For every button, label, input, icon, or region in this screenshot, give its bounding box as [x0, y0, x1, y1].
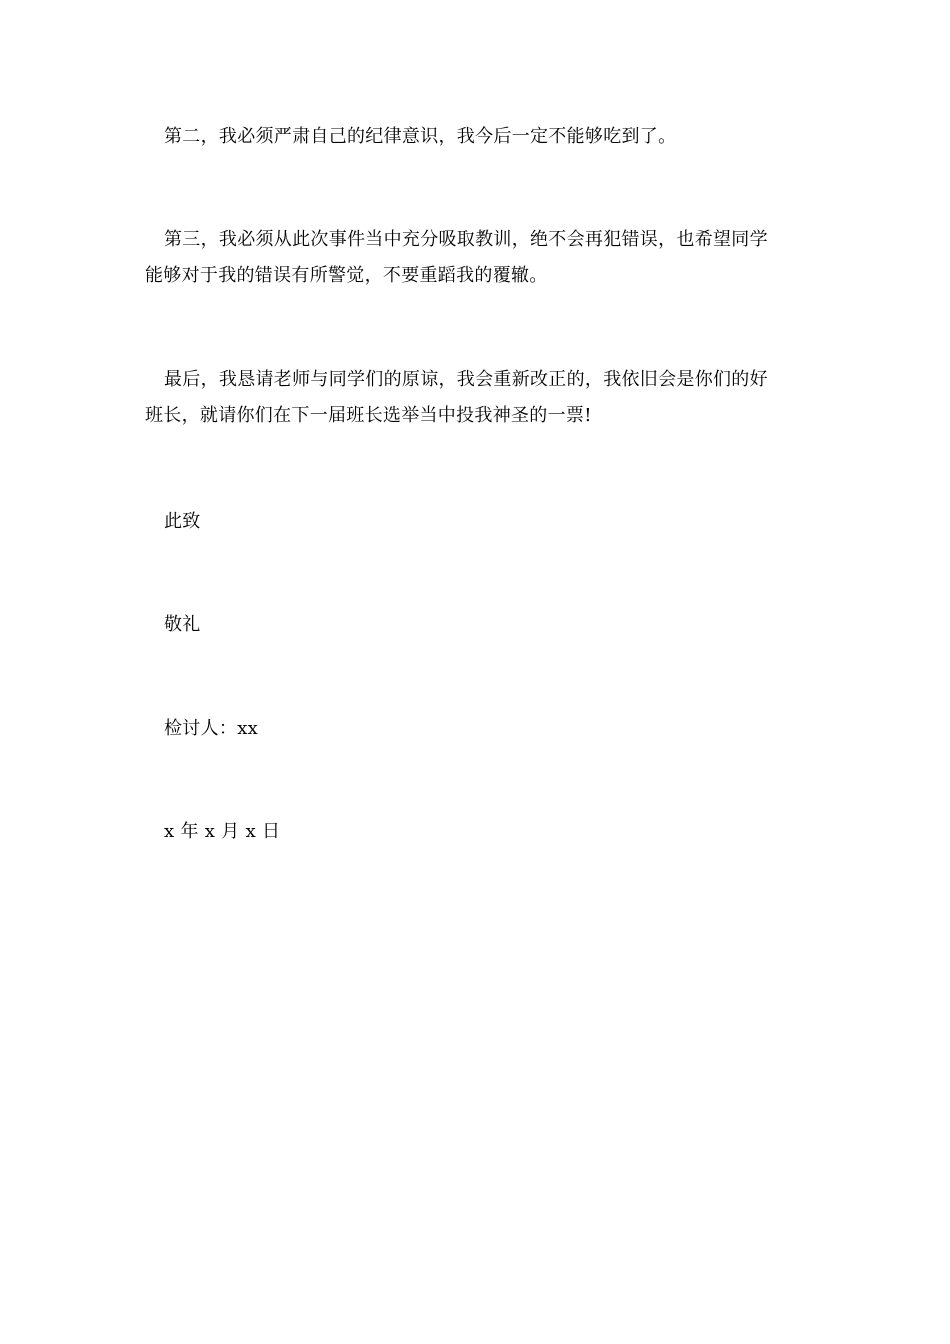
closing-salutation — [145, 504, 805, 540]
paragraph-line: 第三，我必须从此次事件当中充分吸取教训，绝不会再犯错误，也希望同学 — [164, 229, 768, 250]
paragraph-third-point — [145, 222, 805, 294]
paragraph-line: x 年 x 月 x 日 — [164, 821, 281, 842]
paragraph-line: 此致 — [164, 511, 201, 532]
paragraph-line: 检讨人：xx — [164, 718, 259, 739]
signature-date — [145, 814, 805, 850]
closing-regards — [145, 607, 805, 643]
paragraph-line: 敬礼 — [164, 614, 201, 635]
paragraph-line: 第二，我必须严肃自己的纪律意识，我今后一定不能够吃到了。 — [164, 126, 677, 147]
paragraph-line: 最后，我恳请老师与同学们的原谅，我会重新改正的，我依旧会是你们的好 — [164, 369, 768, 390]
paragraph-line: 能够对于我的错误有所警觉，不要重蹈我的覆辙。 — [145, 265, 548, 286]
paragraph-line: 班长，就请你们在下一届班长选举当中投我神圣的一票! — [145, 405, 592, 426]
paragraph-second-point — [145, 119, 805, 155]
paragraph-final-point — [145, 362, 805, 434]
signature-author — [145, 711, 805, 747]
